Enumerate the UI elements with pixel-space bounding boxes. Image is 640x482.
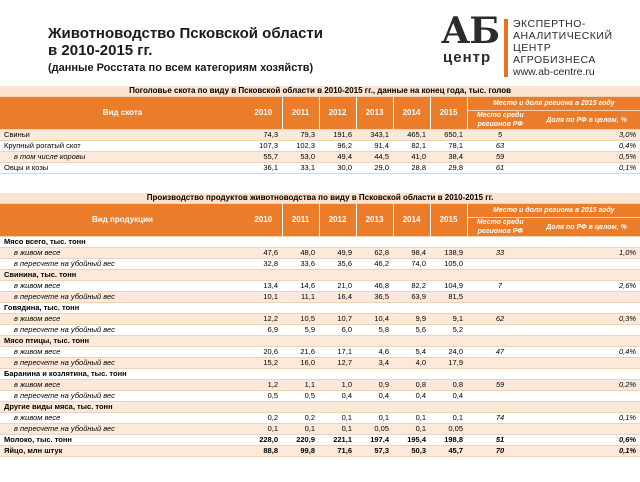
page-subtitle: (данные Росстата по всем категориям хозяйств): [48, 62, 314, 74]
rank-cell: 7: [467, 281, 533, 292]
rank-cell: 33: [467, 248, 533, 259]
rank-cell: [467, 358, 533, 369]
value-cell: 96,2: [319, 141, 356, 152]
value-cell: 13,4: [245, 281, 282, 292]
year-header: 2015: [430, 204, 467, 237]
place-share-header: Место и доля региона в 2015 году: [467, 97, 640, 111]
production-table-title: Производство продуктов животноводства по виду в Псковской области в 2010-2015 гг.: [0, 193, 640, 204]
value-cell: [356, 270, 393, 281]
value-cell: [430, 237, 467, 248]
table-row: [0, 292, 640, 303]
value-cell: 21,6: [282, 347, 319, 358]
value-cell: 198,8: [430, 435, 467, 446]
value-cell: [356, 336, 393, 347]
table-row: [0, 325, 640, 336]
value-cell: 5,6: [393, 325, 430, 336]
row-label: в пересчете на убойный вес: [0, 325, 245, 336]
table-row: [0, 380, 640, 391]
rank-cell: 61: [467, 163, 533, 174]
table-row: [0, 281, 640, 292]
row-label: Мясо птицы, тыс. тонн: [0, 336, 245, 347]
value-cell: 0,1: [319, 413, 356, 424]
value-cell: 88,8: [245, 446, 282, 457]
value-cell: 35,6: [319, 259, 356, 270]
table-row: [0, 163, 640, 174]
value-cell: 0,2: [282, 413, 319, 424]
value-cell: 33,6: [282, 259, 319, 270]
value-cell: 14,6: [282, 281, 319, 292]
value-cell: 55,7: [245, 152, 282, 163]
value-cell: 228,0: [245, 435, 282, 446]
year-header: 2013: [356, 204, 393, 237]
value-cell: 17,9: [430, 358, 467, 369]
rank-cell: 59: [467, 152, 533, 163]
rank-cell: 51: [467, 435, 533, 446]
value-cell: 0,1: [393, 424, 430, 435]
value-cell: 38,4: [430, 152, 467, 163]
ab-centre-logo: [441, 10, 633, 81]
value-cell: 30,0: [319, 163, 356, 174]
value-cell: 0,1: [319, 424, 356, 435]
row-label: в том числе коровы: [0, 152, 245, 163]
value-cell: [356, 237, 393, 248]
rank-header: Место среди регионов РФ: [467, 111, 533, 130]
production-table: [0, 193, 640, 457]
value-cell: 191,6: [319, 130, 356, 141]
value-cell: 10,4: [356, 314, 393, 325]
value-cell: 5,2: [430, 325, 467, 336]
value-cell: 82,2: [393, 281, 430, 292]
logo-centr: центр: [443, 49, 492, 66]
share-cell: [533, 270, 640, 281]
value-cell: 6,0: [319, 325, 356, 336]
rank-cell: [467, 325, 533, 336]
table-row: [0, 130, 640, 141]
value-cell: 102,3: [282, 141, 319, 152]
value-cell: 3,4: [356, 358, 393, 369]
value-cell: [319, 303, 356, 314]
logo-divider: [504, 19, 508, 77]
value-cell: [319, 336, 356, 347]
livestock-table-title: Поголовье скота по виду в Псковской области в 2010-2015 гг., данные на конец года, тыс. голов: [0, 86, 640, 97]
share-cell: [533, 292, 640, 303]
value-cell: 63,9: [393, 292, 430, 303]
row-label: Овцы и козы: [0, 163, 245, 174]
share-cell: [533, 259, 640, 270]
row-label: Свиньи: [0, 130, 245, 141]
value-cell: [282, 270, 319, 281]
livestock-table: [0, 86, 640, 174]
year-header: 2011: [282, 97, 319, 130]
value-cell: 0,1: [430, 413, 467, 424]
value-cell: 10,5: [282, 314, 319, 325]
share-cell: [533, 424, 640, 435]
value-cell: 12,2: [245, 314, 282, 325]
value-cell: 6,9: [245, 325, 282, 336]
value-cell: 50,3: [393, 446, 430, 457]
value-cell: 1,2: [245, 380, 282, 391]
share-cell: 0,3%: [533, 314, 640, 325]
value-cell: [430, 336, 467, 347]
value-cell: 44,5: [356, 152, 393, 163]
production-col-label: Вид продукции: [0, 204, 245, 237]
row-label: Мясо всего, тыс. тонн: [0, 237, 245, 248]
rank-cell: 47: [467, 347, 533, 358]
value-cell: 221,1: [319, 435, 356, 446]
share-cell: [533, 358, 640, 369]
value-cell: 0,4: [393, 391, 430, 402]
table-row: [0, 152, 640, 163]
value-cell: [356, 402, 393, 413]
logo-line-3: ЦЕНТР: [513, 42, 552, 54]
value-cell: 15,2: [245, 358, 282, 369]
table-row: [0, 413, 640, 424]
value-cell: 0,9: [356, 380, 393, 391]
value-cell: 79,3: [282, 130, 319, 141]
rank-cell: [467, 270, 533, 281]
logo-caption: [513, 18, 613, 66]
value-cell: [245, 369, 282, 380]
value-cell: [430, 402, 467, 413]
rank-cell: [467, 391, 533, 402]
row-label: в пересчете на убойный вес: [0, 424, 245, 435]
share-cell: 0,5%: [533, 152, 640, 163]
row-label: Молоко, тыс. тонн: [0, 435, 245, 446]
value-cell: 0,4: [319, 391, 356, 402]
value-cell: 28,8: [393, 163, 430, 174]
value-cell: [393, 303, 430, 314]
table-row: [0, 237, 640, 248]
share-cell: 0,2%: [533, 380, 640, 391]
value-cell: 16,4: [319, 292, 356, 303]
value-cell: 47,6: [245, 248, 282, 259]
share-cell: 0,4%: [533, 141, 640, 152]
row-label: Яйцо, млн штук: [0, 446, 245, 457]
table-row: [0, 391, 640, 402]
value-cell: 74,3: [245, 130, 282, 141]
value-cell: 197,4: [356, 435, 393, 446]
rank-cell: [467, 292, 533, 303]
value-cell: 41,0: [393, 152, 430, 163]
value-cell: 0,1: [282, 424, 319, 435]
livestock-col-label: Вид скота: [0, 97, 245, 130]
value-cell: 46,2: [356, 259, 393, 270]
value-cell: 32,8: [245, 259, 282, 270]
value-cell: [393, 402, 430, 413]
rank-cell: 5: [467, 130, 533, 141]
value-cell: 11,1: [282, 292, 319, 303]
value-cell: 17,1: [319, 347, 356, 358]
row-label: в живом весе: [0, 314, 245, 325]
share-cell: [533, 391, 640, 402]
share-cell: 0,1%: [533, 163, 640, 174]
value-cell: [245, 303, 282, 314]
year-header: 2010: [245, 97, 282, 130]
value-cell: 105,0: [430, 259, 467, 270]
year-header: 2012: [319, 97, 356, 130]
logo-url: www.ab-centre.ru: [513, 66, 595, 78]
value-cell: 0,4: [356, 391, 393, 402]
value-cell: 21,0: [319, 281, 356, 292]
value-cell: 10,7: [319, 314, 356, 325]
value-cell: 57,3: [356, 446, 393, 457]
value-cell: [282, 369, 319, 380]
share-cell: [533, 325, 640, 336]
value-cell: 9,1: [430, 314, 467, 325]
value-cell: 71,6: [319, 446, 356, 457]
share-cell: [533, 402, 640, 413]
value-cell: [319, 369, 356, 380]
value-cell: 343,1: [356, 130, 393, 141]
table-row: [0, 141, 640, 152]
logo-line-4: АГРОБИЗНЕСА: [513, 54, 596, 66]
table-row: [0, 303, 640, 314]
share-cell: [533, 336, 640, 347]
logo-letters: АБ: [441, 10, 500, 52]
value-cell: [319, 402, 356, 413]
value-cell: [393, 270, 430, 281]
value-cell: 1,0: [319, 380, 356, 391]
share-cell: [533, 369, 640, 380]
value-cell: 5,4: [393, 347, 430, 358]
year-header: 2011: [282, 204, 319, 237]
value-cell: 220,9: [282, 435, 319, 446]
value-cell: 465,1: [393, 130, 430, 141]
value-cell: [356, 303, 393, 314]
value-cell: 33,1: [282, 163, 319, 174]
value-cell: 0,5: [282, 391, 319, 402]
share-cell: 2,6%: [533, 281, 640, 292]
value-cell: 49,9: [319, 248, 356, 259]
value-cell: 1,1: [282, 380, 319, 391]
value-cell: 45,7: [430, 446, 467, 457]
value-cell: 16,0: [282, 358, 319, 369]
row-label: в живом весе: [0, 281, 245, 292]
table-row: [0, 369, 640, 380]
value-cell: 4,6: [356, 347, 393, 358]
year-header: 2013: [356, 97, 393, 130]
table-row: [0, 446, 640, 457]
row-label: в пересчете на убойный вес: [0, 292, 245, 303]
year-header: 2015: [430, 97, 467, 130]
table-row: [0, 358, 640, 369]
value-cell: 138,9: [430, 248, 467, 259]
table-row: [0, 424, 640, 435]
page-title: Животноводство Псковской области: [48, 25, 323, 42]
value-cell: 0,1: [245, 424, 282, 435]
share-cell: [533, 303, 640, 314]
value-cell: 0,8: [393, 380, 430, 391]
value-cell: 0,5: [245, 391, 282, 402]
value-cell: 99,8: [282, 446, 319, 457]
rank-cell: 63: [467, 141, 533, 152]
share-cell: 0,6%: [533, 435, 640, 446]
value-cell: 29,0: [356, 163, 393, 174]
rank-cell: [467, 402, 533, 413]
row-label: Говядина, тыс. тонн: [0, 303, 245, 314]
table-row: [0, 248, 640, 259]
rank-header: Место среди регионов РФ: [467, 218, 533, 237]
value-cell: 0,05: [430, 424, 467, 435]
value-cell: 46,8: [356, 281, 393, 292]
value-cell: 49,4: [319, 152, 356, 163]
rank-cell: [467, 336, 533, 347]
share-cell: 0,4%: [533, 347, 640, 358]
year-header: 2012: [319, 204, 356, 237]
table-row: [0, 435, 640, 446]
rank-cell: [467, 303, 533, 314]
row-label: Другие виды мяса, тыс. тонн: [0, 402, 245, 413]
row-label: в пересчете на убойный вес: [0, 259, 245, 270]
logo-line-2: АНАЛИТИЧЕСКИЙ: [513, 30, 613, 42]
value-cell: 36,5: [356, 292, 393, 303]
row-label: Баранина и козлятина, тыс. тонн: [0, 369, 245, 380]
value-cell: 5,9: [282, 325, 319, 336]
value-cell: [430, 369, 467, 380]
value-cell: 81,5: [430, 292, 467, 303]
value-cell: 12,7: [319, 358, 356, 369]
share-cell: 0,1%: [533, 446, 640, 457]
value-cell: 53,0: [282, 152, 319, 163]
logo-line-1: ЭКСПЕРТНО-: [513, 18, 586, 30]
row-label: в живом весе: [0, 347, 245, 358]
table-row: [0, 402, 640, 413]
value-cell: 29,8: [430, 163, 467, 174]
row-label: Свинина, тыс. тонн: [0, 270, 245, 281]
rank-cell: 59: [467, 380, 533, 391]
value-cell: [245, 336, 282, 347]
value-cell: 36,1: [245, 163, 282, 174]
value-cell: 195,4: [393, 435, 430, 446]
value-cell: [430, 270, 467, 281]
place-share-header: Место и доля региона в 2015 году: [467, 204, 640, 218]
share-header: Доля по РФ в целом, %: [533, 218, 640, 237]
value-cell: 107,3: [245, 141, 282, 152]
value-cell: [319, 237, 356, 248]
value-cell: [245, 402, 282, 413]
rank-cell: [467, 237, 533, 248]
value-cell: 62,8: [356, 248, 393, 259]
value-cell: 0,05: [356, 424, 393, 435]
value-cell: 91,4: [356, 141, 393, 152]
value-cell: 48,0: [282, 248, 319, 259]
share-cell: [533, 237, 640, 248]
rank-cell: 70: [467, 446, 533, 457]
value-cell: [430, 303, 467, 314]
row-label: в пересчете на убойный вес: [0, 391, 245, 402]
value-cell: [319, 270, 356, 281]
share-cell: 1,0%: [533, 248, 640, 259]
page-title-period: в 2010-2015 гг.: [48, 42, 153, 59]
value-cell: 78,1: [430, 141, 467, 152]
table-row: [0, 270, 640, 281]
rank-cell: 74: [467, 413, 533, 424]
table-row: [0, 336, 640, 347]
table-row: [0, 347, 640, 358]
value-cell: [282, 402, 319, 413]
row-label: Крупный рогатый скот: [0, 141, 245, 152]
row-label: в живом весе: [0, 413, 245, 424]
value-cell: [245, 237, 282, 248]
rank-cell: [467, 259, 533, 270]
year-header: 2010: [245, 204, 282, 237]
value-cell: 4,0: [393, 358, 430, 369]
row-label: в живом весе: [0, 248, 245, 259]
table-row: [0, 314, 640, 325]
value-cell: 0,8: [430, 380, 467, 391]
value-cell: [282, 303, 319, 314]
value-cell: [245, 270, 282, 281]
rank-cell: [467, 369, 533, 380]
value-cell: [393, 237, 430, 248]
value-cell: 20,6: [245, 347, 282, 358]
value-cell: 104,9: [430, 281, 467, 292]
share-cell: 0,1%: [533, 413, 640, 424]
year-header: 2014: [393, 204, 430, 237]
value-cell: 5,8: [356, 325, 393, 336]
value-cell: 74,0: [393, 259, 430, 270]
share-header: Доля по РФ в целом, %: [533, 111, 640, 130]
row-label: в пересчете на убойный вес: [0, 358, 245, 369]
value-cell: 0,1: [393, 413, 430, 424]
value-cell: 0,2: [245, 413, 282, 424]
value-cell: 24,0: [430, 347, 467, 358]
value-cell: 0,1: [356, 413, 393, 424]
value-cell: [356, 369, 393, 380]
value-cell: 650,1: [430, 130, 467, 141]
value-cell: [393, 369, 430, 380]
value-cell: 0,4: [430, 391, 467, 402]
share-cell: 3,0%: [533, 130, 640, 141]
table-row: [0, 259, 640, 270]
value-cell: [393, 336, 430, 347]
value-cell: 9,9: [393, 314, 430, 325]
value-cell: [282, 237, 319, 248]
value-cell: 82,1: [393, 141, 430, 152]
value-cell: 98,4: [393, 248, 430, 259]
value-cell: 10,1: [245, 292, 282, 303]
rank-cell: [467, 424, 533, 435]
row-label: в живом весе: [0, 380, 245, 391]
title-block: [48, 25, 418, 75]
value-cell: [282, 336, 319, 347]
year-header: 2014: [393, 97, 430, 130]
rank-cell: 62: [467, 314, 533, 325]
